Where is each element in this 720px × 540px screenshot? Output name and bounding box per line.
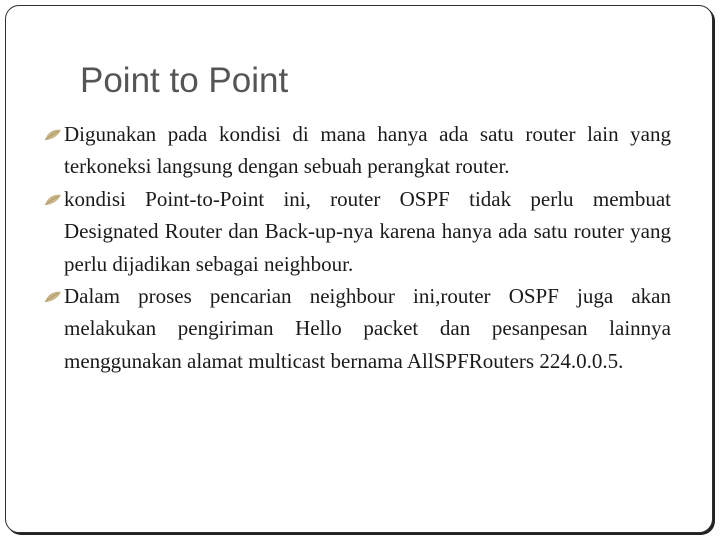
bullet-item (44, 118, 671, 183)
leaf-icon (44, 128, 62, 142)
bullet-text: kondisi Point-to-Point ini, router OSPF tidak perlu membuat Designated Router dan Back-up-nya karena hanya ada satu router yang perlu dijadikan sebagai neighbour. (64, 186, 671, 276)
bullet-text: Dalam proses pencarian neighbour ini,router OSPF juga akan melakukan pengiriman Hello packet dan pesanpesan lainnya menggunakan alamat multicast bernama AllSPFRouters 224.0.0.5. (64, 284, 671, 373)
leaf-icon (44, 193, 62, 207)
bullet-item (44, 183, 671, 280)
bullet-text: Digunakan pada kondisi di mana hanya ada satu router lain yang terkoneksi langsung dengan sebuah perangkat router. (64, 122, 671, 179)
slide-title: Point to Point (80, 61, 289, 100)
bullet-item (44, 280, 671, 377)
bullet-list (44, 118, 671, 377)
leaf-icon (44, 290, 62, 304)
